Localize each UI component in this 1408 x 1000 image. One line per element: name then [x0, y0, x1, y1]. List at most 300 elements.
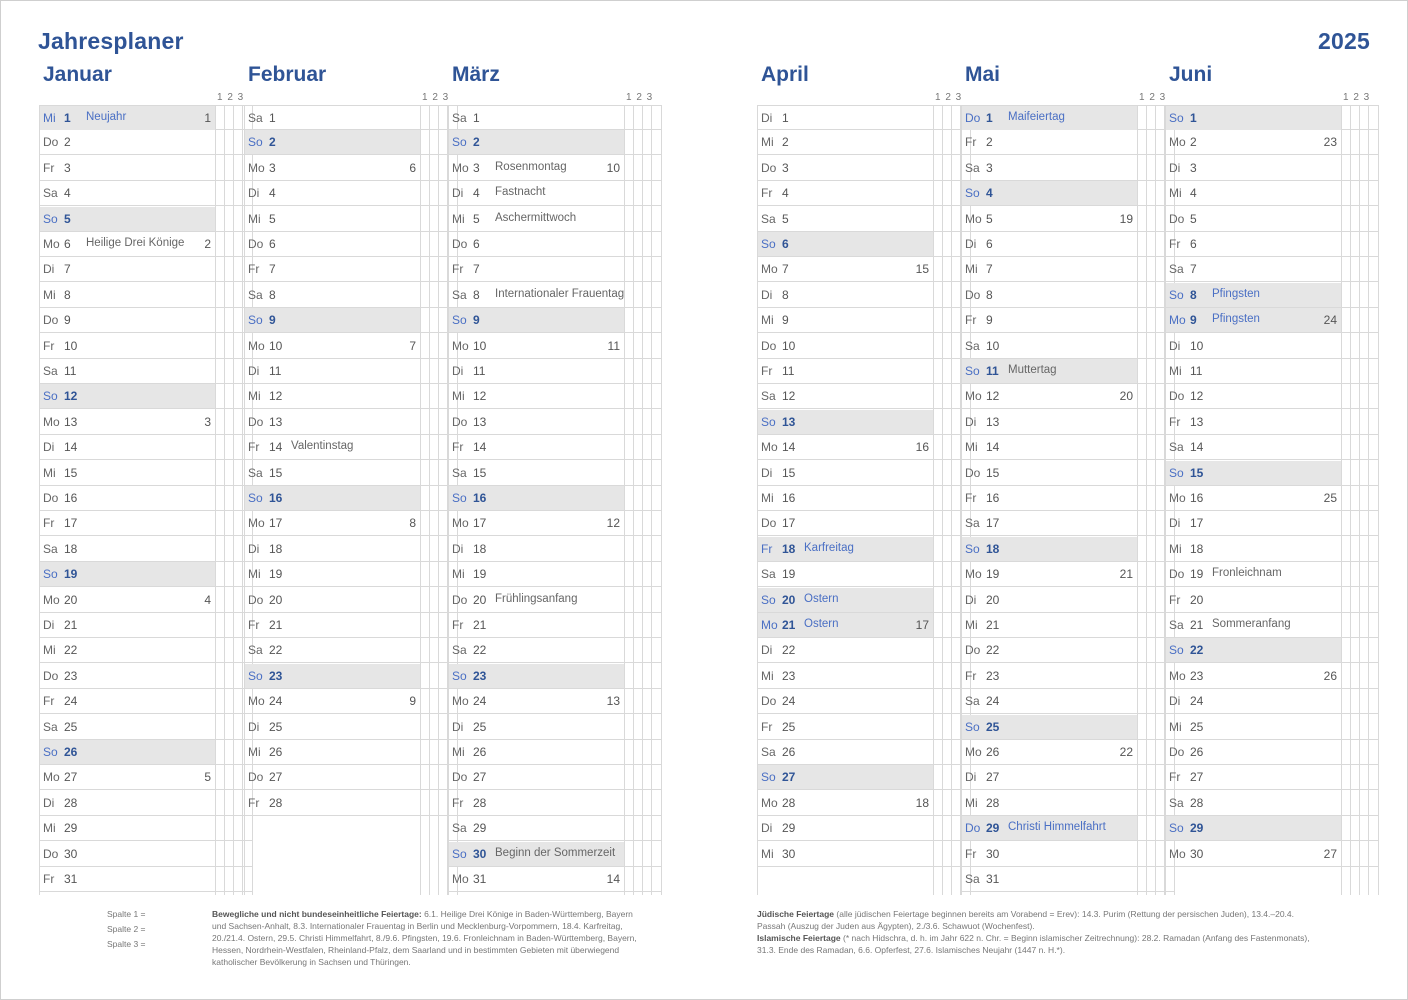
day-cell[interactable] [1165, 257, 1341, 281]
day-cell[interactable] [961, 308, 1137, 332]
day-row[interactable] [244, 283, 458, 308]
day-cell[interactable] [961, 765, 1137, 789]
day-cell[interactable] [39, 689, 215, 713]
day-row[interactable] [757, 156, 971, 181]
day-row[interactable] [1165, 638, 1379, 663]
day-cell[interactable] [448, 308, 624, 332]
day-row[interactable] [39, 156, 253, 181]
day-row[interactable] [757, 740, 971, 765]
day-cell[interactable] [244, 130, 420, 154]
day-cell[interactable] [448, 816, 624, 840]
day-row[interactable] [1165, 461, 1379, 486]
day-row[interactable] [244, 156, 458, 181]
day-cell[interactable] [39, 435, 215, 459]
day-cell[interactable] [244, 384, 420, 408]
day-row[interactable] [961, 384, 1175, 409]
day-cell[interactable] [1165, 308, 1341, 332]
day-cell[interactable] [757, 435, 933, 459]
day-cell[interactable] [961, 537, 1137, 561]
day-row[interactable] [244, 207, 458, 232]
day-cell[interactable] [244, 562, 420, 586]
day-cell[interactable] [961, 562, 1137, 586]
day-row[interactable] [448, 232, 662, 257]
day-row[interactable] [39, 435, 253, 460]
day-cell[interactable] [1165, 283, 1341, 307]
day-cell[interactable] [961, 867, 1137, 891]
day-row[interactable] [961, 740, 1175, 765]
day-cell[interactable] [39, 664, 215, 688]
day-row[interactable] [448, 562, 662, 587]
day-cell[interactable] [757, 334, 933, 358]
day-row[interactable] [448, 461, 662, 486]
day-row[interactable] [1165, 410, 1379, 435]
day-cell[interactable] [961, 588, 1137, 612]
day-cell[interactable] [757, 588, 933, 612]
day-row[interactable] [1165, 562, 1379, 587]
day-cell[interactable] [39, 791, 215, 815]
day-cell[interactable] [961, 664, 1137, 688]
day-row[interactable] [757, 105, 971, 130]
day-row[interactable] [1165, 588, 1379, 613]
day-cell[interactable] [39, 308, 215, 332]
day-cell[interactable] [448, 842, 624, 866]
day-cell[interactable] [244, 664, 420, 688]
day-cell[interactable] [1165, 791, 1341, 815]
day-cell[interactable] [39, 638, 215, 662]
day-row[interactable] [961, 791, 1175, 816]
day-cell[interactable] [1165, 715, 1341, 739]
day-cell[interactable] [1165, 130, 1341, 154]
day-cell[interactable] [961, 130, 1137, 154]
day-row[interactable] [961, 638, 1175, 663]
day-cell[interactable] [39, 334, 215, 358]
day-row[interactable] [1165, 689, 1379, 714]
day-row[interactable] [961, 511, 1175, 536]
day-row[interactable] [244, 334, 458, 359]
day-row[interactable] [39, 257, 253, 282]
day-row[interactable] [961, 232, 1175, 257]
day-cell[interactable] [39, 842, 215, 866]
day-cell[interactable] [448, 257, 624, 281]
day-row[interactable] [39, 384, 253, 409]
day-cell[interactable] [1165, 156, 1341, 180]
day-cell[interactable] [961, 106, 1137, 130]
day-cell[interactable] [961, 816, 1137, 840]
day-row[interactable] [961, 816, 1175, 841]
day-cell[interactable] [39, 562, 215, 586]
day-row[interactable] [961, 537, 1175, 562]
day-cell[interactable] [1165, 638, 1341, 662]
day-row[interactable] [757, 613, 971, 638]
day-row[interactable] [39, 410, 253, 435]
day-row[interactable] [961, 842, 1175, 867]
day-cell[interactable] [448, 461, 624, 485]
day-row[interactable] [757, 181, 971, 206]
day-row[interactable] [244, 410, 458, 435]
day-row[interactable] [1165, 765, 1379, 790]
day-row[interactable] [448, 130, 662, 155]
day-cell[interactable] [961, 638, 1137, 662]
day-row[interactable] [244, 740, 458, 765]
day-row[interactable] [757, 664, 971, 689]
day-cell[interactable] [448, 511, 624, 535]
day-cell[interactable] [39, 232, 215, 256]
day-row[interactable] [244, 461, 458, 486]
day-cell[interactable] [961, 486, 1137, 510]
day-row[interactable] [757, 689, 971, 714]
day-cell[interactable] [961, 283, 1137, 307]
day-cell[interactable] [1165, 207, 1341, 231]
day-row[interactable] [448, 105, 662, 130]
day-row[interactable] [961, 715, 1175, 740]
day-row[interactable] [448, 511, 662, 536]
day-cell[interactable] [39, 359, 215, 383]
day-cell[interactable] [757, 257, 933, 281]
day-cell[interactable] [244, 765, 420, 789]
day-cell[interactable] [39, 181, 215, 205]
day-cell[interactable] [1165, 588, 1341, 612]
day-row[interactable] [757, 410, 971, 435]
day-row[interactable] [1165, 359, 1379, 384]
day-row[interactable] [448, 791, 662, 816]
day-cell[interactable] [1165, 461, 1341, 485]
day-row[interactable] [961, 867, 1175, 892]
day-cell[interactable] [1165, 486, 1341, 510]
day-cell[interactable] [244, 435, 420, 459]
day-row[interactable] [448, 664, 662, 689]
day-row[interactable] [448, 689, 662, 714]
day-row[interactable] [244, 765, 458, 790]
day-row[interactable] [757, 588, 971, 613]
day-cell[interactable] [244, 156, 420, 180]
day-row[interactable] [1165, 816, 1379, 841]
day-cell[interactable] [757, 842, 933, 866]
day-cell[interactable] [448, 791, 624, 815]
day-row[interactable] [448, 816, 662, 841]
day-cell[interactable] [961, 435, 1137, 459]
day-cell[interactable] [244, 740, 420, 764]
day-cell[interactable] [448, 715, 624, 739]
day-row[interactable] [757, 461, 971, 486]
day-cell[interactable] [1165, 232, 1341, 256]
day-row[interactable] [1165, 232, 1379, 257]
day-row[interactable] [39, 638, 253, 663]
day-cell[interactable] [39, 867, 215, 891]
day-row[interactable] [1165, 283, 1379, 308]
day-row[interactable] [39, 511, 253, 536]
day-cell[interactable] [757, 740, 933, 764]
day-cell[interactable] [1165, 740, 1341, 764]
day-row[interactable] [244, 613, 458, 638]
day-cell[interactable] [244, 359, 420, 383]
day-row[interactable] [244, 435, 458, 460]
day-cell[interactable] [757, 816, 933, 840]
day-cell[interactable] [244, 638, 420, 662]
day-row[interactable] [1165, 384, 1379, 409]
day-row[interactable] [244, 511, 458, 536]
day-cell[interactable] [39, 257, 215, 281]
day-cell[interactable] [757, 384, 933, 408]
day-row[interactable] [39, 842, 253, 867]
day-row[interactable] [39, 816, 253, 841]
day-row[interactable] [961, 689, 1175, 714]
day-row[interactable] [244, 384, 458, 409]
day-cell[interactable] [757, 283, 933, 307]
day-row[interactable] [1165, 181, 1379, 206]
day-cell[interactable] [39, 740, 215, 764]
day-cell[interactable] [244, 308, 420, 332]
day-row[interactable] [244, 715, 458, 740]
day-row[interactable] [757, 715, 971, 740]
day-row[interactable] [39, 664, 253, 689]
day-cell[interactable] [1165, 562, 1341, 586]
day-cell[interactable] [1165, 511, 1341, 535]
day-cell[interactable] [757, 130, 933, 154]
day-cell[interactable] [757, 410, 933, 434]
day-row[interactable] [1165, 486, 1379, 511]
day-row[interactable] [244, 562, 458, 587]
day-row[interactable] [39, 334, 253, 359]
day-row[interactable] [448, 613, 662, 638]
day-row[interactable] [244, 105, 458, 130]
day-cell[interactable] [448, 156, 624, 180]
day-cell[interactable] [1165, 816, 1341, 840]
day-row[interactable] [39, 130, 253, 155]
day-row[interactable] [448, 181, 662, 206]
day-cell[interactable] [448, 106, 624, 130]
day-cell[interactable] [448, 384, 624, 408]
day-cell[interactable] [448, 435, 624, 459]
day-row[interactable] [757, 562, 971, 587]
day-row[interactable] [1165, 613, 1379, 638]
day-cell[interactable] [448, 740, 624, 764]
day-cell[interactable] [961, 334, 1137, 358]
day-cell[interactable] [39, 106, 215, 130]
day-row[interactable] [39, 613, 253, 638]
day-row[interactable] [39, 486, 253, 511]
day-cell[interactable] [448, 588, 624, 612]
day-row[interactable] [39, 562, 253, 587]
day-cell[interactable] [757, 511, 933, 535]
day-cell[interactable] [757, 715, 933, 739]
day-row[interactable] [757, 791, 971, 816]
day-row[interactable] [757, 207, 971, 232]
day-row[interactable] [1165, 537, 1379, 562]
day-row[interactable] [448, 207, 662, 232]
day-row[interactable] [448, 588, 662, 613]
day-row[interactable] [244, 359, 458, 384]
day-cell[interactable] [757, 359, 933, 383]
day-cell[interactable] [757, 638, 933, 662]
day-cell[interactable] [448, 562, 624, 586]
day-row[interactable] [757, 638, 971, 663]
day-row[interactable] [961, 283, 1175, 308]
day-cell[interactable] [244, 461, 420, 485]
day-row[interactable] [448, 537, 662, 562]
day-row[interactable] [961, 334, 1175, 359]
day-row[interactable] [961, 308, 1175, 333]
day-row[interactable] [244, 486, 458, 511]
day-cell[interactable] [39, 130, 215, 154]
day-cell[interactable] [757, 106, 933, 130]
day-cell[interactable] [244, 537, 420, 561]
day-cell[interactable] [1165, 537, 1341, 561]
day-row[interactable] [448, 638, 662, 663]
day-cell[interactable] [448, 765, 624, 789]
day-row[interactable] [39, 181, 253, 206]
day-row[interactable] [448, 359, 662, 384]
day-row[interactable] [961, 664, 1175, 689]
day-row[interactable] [1165, 715, 1379, 740]
day-cell[interactable] [448, 664, 624, 688]
day-cell[interactable] [448, 207, 624, 231]
day-row[interactable] [961, 562, 1175, 587]
day-cell[interactable] [448, 359, 624, 383]
day-cell[interactable] [39, 207, 215, 231]
day-row[interactable] [757, 334, 971, 359]
day-row[interactable] [244, 130, 458, 155]
day-cell[interactable] [1165, 410, 1341, 434]
day-row[interactable] [448, 842, 662, 867]
day-row[interactable] [961, 156, 1175, 181]
day-cell[interactable] [961, 384, 1137, 408]
day-row[interactable] [961, 461, 1175, 486]
day-row[interactable] [757, 130, 971, 155]
day-cell[interactable] [448, 410, 624, 434]
day-cell[interactable] [1165, 384, 1341, 408]
day-row[interactable] [244, 638, 458, 663]
day-row[interactable] [757, 435, 971, 460]
day-row[interactable] [448, 384, 662, 409]
day-cell[interactable] [757, 156, 933, 180]
day-cell[interactable] [448, 232, 624, 256]
day-row[interactable] [1165, 105, 1379, 130]
day-row[interactable] [244, 537, 458, 562]
day-cell[interactable] [1165, 181, 1341, 205]
day-row[interactable] [244, 181, 458, 206]
day-cell[interactable] [1165, 689, 1341, 713]
day-row[interactable] [757, 257, 971, 282]
day-cell[interactable] [39, 283, 215, 307]
day-row[interactable] [1165, 435, 1379, 460]
day-cell[interactable] [757, 765, 933, 789]
day-row[interactable] [1165, 207, 1379, 232]
day-cell[interactable] [757, 664, 933, 688]
day-cell[interactable] [39, 511, 215, 535]
day-row[interactable] [39, 588, 253, 613]
day-cell[interactable] [244, 334, 420, 358]
day-row[interactable] [244, 588, 458, 613]
day-row[interactable] [961, 130, 1175, 155]
day-row[interactable] [244, 664, 458, 689]
day-cell[interactable] [39, 537, 215, 561]
day-row[interactable] [448, 308, 662, 333]
day-cell[interactable] [244, 410, 420, 434]
day-row[interactable] [39, 765, 253, 790]
day-row[interactable] [39, 232, 253, 257]
day-row[interactable] [448, 867, 662, 892]
day-cell[interactable] [961, 181, 1137, 205]
day-cell[interactable] [39, 461, 215, 485]
day-cell[interactable] [961, 613, 1137, 637]
day-cell[interactable] [448, 334, 624, 358]
day-cell[interactable] [448, 638, 624, 662]
day-cell[interactable] [961, 156, 1137, 180]
day-row[interactable] [757, 537, 971, 562]
day-cell[interactable] [448, 486, 624, 510]
day-row[interactable] [757, 384, 971, 409]
day-cell[interactable] [1165, 842, 1341, 866]
day-row[interactable] [961, 105, 1175, 130]
day-cell[interactable] [961, 232, 1137, 256]
day-row[interactable] [448, 283, 662, 308]
day-cell[interactable] [39, 588, 215, 612]
day-row[interactable] [961, 588, 1175, 613]
day-cell[interactable] [448, 283, 624, 307]
day-row[interactable] [448, 486, 662, 511]
day-row[interactable] [961, 765, 1175, 790]
day-row[interactable] [1165, 156, 1379, 181]
day-row[interactable] [1165, 740, 1379, 765]
day-row[interactable] [961, 486, 1175, 511]
day-row[interactable] [448, 334, 662, 359]
day-cell[interactable] [757, 207, 933, 231]
day-cell[interactable] [39, 410, 215, 434]
day-cell[interactable] [757, 486, 933, 510]
day-row[interactable] [39, 867, 253, 892]
day-row[interactable] [757, 842, 971, 867]
day-row[interactable] [1165, 511, 1379, 536]
day-row[interactable] [448, 410, 662, 435]
day-row[interactable] [448, 715, 662, 740]
day-cell[interactable] [757, 461, 933, 485]
day-row[interactable] [961, 435, 1175, 460]
day-cell[interactable] [1165, 106, 1341, 130]
day-row[interactable] [961, 613, 1175, 638]
day-row[interactable] [1165, 308, 1379, 333]
day-cell[interactable] [961, 257, 1137, 281]
day-cell[interactable] [244, 181, 420, 205]
day-cell[interactable] [244, 511, 420, 535]
day-row[interactable] [961, 257, 1175, 282]
day-cell[interactable] [244, 232, 420, 256]
day-cell[interactable] [39, 384, 215, 408]
day-cell[interactable] [961, 715, 1137, 739]
day-cell[interactable] [244, 106, 420, 130]
day-row[interactable] [757, 511, 971, 536]
day-row[interactable] [244, 308, 458, 333]
day-cell[interactable] [961, 689, 1137, 713]
day-row[interactable] [1165, 842, 1379, 867]
day-row[interactable] [1165, 130, 1379, 155]
day-cell[interactable] [757, 689, 933, 713]
day-cell[interactable] [757, 181, 933, 205]
day-cell[interactable] [39, 486, 215, 510]
day-row[interactable] [39, 308, 253, 333]
day-cell[interactable] [757, 537, 933, 561]
day-row[interactable] [757, 359, 971, 384]
day-row[interactable] [448, 257, 662, 282]
day-cell[interactable] [244, 588, 420, 612]
day-row[interactable] [244, 689, 458, 714]
day-cell[interactable] [244, 715, 420, 739]
day-row[interactable] [961, 207, 1175, 232]
day-cell[interactable] [244, 613, 420, 637]
day-cell[interactable] [1165, 334, 1341, 358]
day-cell[interactable] [961, 740, 1137, 764]
day-row[interactable] [39, 461, 253, 486]
day-row[interactable] [448, 765, 662, 790]
